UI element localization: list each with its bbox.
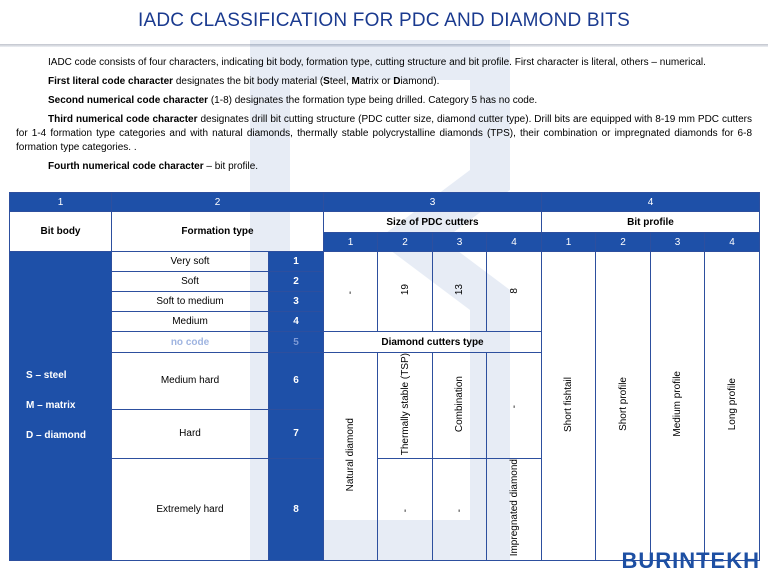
intro-p1-text: IADC code consists of four characters, indicating bit body, formation type, cutting structure and bit profile. First character is literal, others – numerical.: [48, 57, 706, 68]
iadc-table: [9, 192, 760, 561]
dash-text: -: [399, 508, 411, 512]
formation-name: no code: [112, 332, 269, 353]
group-header-row: [10, 212, 760, 233]
formation-name: Soft: [112, 272, 269, 292]
pdc-sub-4: 4: [487, 233, 542, 252]
profile-1-text: Short fishtail: [563, 376, 574, 432]
profile-medium: [651, 252, 705, 561]
formation-type-header: Formation type: [112, 212, 324, 252]
col-num-4: 4: [542, 193, 760, 212]
intro-p2-bold: First literal code character: [48, 76, 174, 87]
pdc-size-1: [324, 252, 378, 332]
profile-3-text: Medium profile: [672, 371, 683, 438]
pdc-size-header: Size of PDC cutters: [324, 212, 542, 233]
dash-text: -: [454, 508, 465, 512]
intro-p2-s: S: [323, 76, 330, 87]
profile-sub-3: 3: [651, 233, 705, 252]
intro-paragraph-2: [16, 75, 752, 89]
profile-4-text: Long profile: [726, 378, 738, 431]
bit-body-matrix: M – matrix: [26, 399, 76, 411]
profile-short: [596, 252, 651, 561]
formation-name: Soft to medium: [112, 292, 269, 312]
dash-cell: [487, 353, 542, 459]
diamond-cutters-header: Diamond cutters type: [324, 332, 542, 353]
intro-p3-bold: Second numerical code character: [48, 95, 209, 106]
intro-paragraph-3: [16, 94, 752, 108]
intro-p4-text: designates drill bit cutting structure (PDC cutter size, diamond cutter type). Drill bits are equipped with 8-19 mm PDC cutters for 1-4 formation type categories and with natural diamonds, thermally stable polycrystalline diamonds (TPS), their combination or impregnated diamonds for 6-8 formation type categories. .: [16, 114, 752, 153]
formation-code: 3: [269, 292, 324, 312]
intro-p5-bold: Fourth numerical code character: [48, 161, 204, 172]
intro-p3-text: (1-8) designates the formation type being drilled. Category 5 has no code.: [208, 95, 538, 106]
formation-name: Medium hard: [112, 353, 269, 410]
formation-name: Medium: [112, 312, 269, 332]
formation-name: Extremely hard: [112, 459, 269, 560]
dash-text: -: [508, 404, 520, 409]
impregnated-cell: [487, 459, 542, 560]
profile-2-text: Short profile: [617, 377, 629, 432]
formation-code: 1: [269, 252, 324, 272]
profile-sub-4: 4: [705, 233, 760, 252]
pdc-sub-3: 3: [433, 233, 487, 252]
bit-body-steel: S – steel: [26, 369, 67, 381]
profile-sub-1: 1: [542, 233, 596, 252]
col-num-1: 1: [10, 193, 112, 212]
tsp-cell: [378, 353, 433, 459]
bit-body-cell: [10, 252, 112, 561]
intro-paragraph-4: [16, 113, 752, 155]
pdc-sub-1: 1: [324, 233, 378, 252]
pdc-size-4: [487, 252, 542, 332]
intro-p5-text: – bit profile.: [203, 161, 259, 172]
natural-diamond-cell: [324, 353, 378, 561]
dash-cell: [378, 459, 433, 560]
pdc-size-3: [433, 252, 487, 332]
brand-logo: BURINTEKH: [621, 548, 760, 573]
formation-code: 6: [269, 353, 324, 410]
profile-long: [705, 252, 760, 561]
pdc-size-3-text: 13: [454, 284, 465, 296]
bit-profile-header: Bit profile: [542, 212, 760, 233]
combination-cell: [433, 353, 487, 459]
profile-sub-2: 2: [596, 233, 651, 252]
tsp-text: Thermally stable (TSP): [399, 353, 411, 456]
bit-body-header: Bit body: [10, 212, 112, 252]
pdc-sub-2: 2: [378, 233, 433, 252]
table-row: [10, 252, 760, 272]
intro-p2-text-e: iamond).: [400, 76, 440, 87]
intro-p2-text-a: designates the bit body material (: [173, 76, 324, 87]
formation-code: 7: [269, 409, 324, 459]
intro-p2-m: M: [351, 76, 360, 87]
formation-code: 8: [269, 459, 324, 560]
impregnated-text: Impregnated diamond: [508, 459, 520, 557]
pdc-size-4-text: 8: [508, 288, 520, 294]
intro-p2-d: D: [393, 76, 401, 87]
column-number-row: [10, 193, 760, 212]
intro-paragraph-5: [16, 160, 752, 174]
formation-name: Hard: [112, 409, 269, 459]
pdc-size-2: [378, 252, 433, 332]
profile-short-fishtail: [542, 252, 596, 561]
pdc-size-2-text: 19: [399, 284, 411, 296]
intro-p4-bold: Third numerical code character: [48, 114, 198, 125]
page-title: IADC CLASSIFICATION FOR PDC AND DIAMOND BITS: [138, 10, 630, 31]
dash-cell: [433, 459, 487, 560]
formation-code: 2: [269, 272, 324, 292]
col-num-2: 2: [112, 193, 324, 212]
formation-code: 4: [269, 312, 324, 332]
bit-body-diamond: D – diamond: [26, 429, 87, 441]
col-num-3: 3: [324, 193, 542, 212]
intro-text: [16, 56, 752, 179]
intro-paragraph-1: [16, 56, 752, 70]
intro-p2-text-c: atrix or: [359, 76, 394, 87]
pdc-size-1-text: -: [345, 290, 356, 294]
natural-diamond-text: Natural diamond: [345, 418, 356, 492]
formation-code: 5: [269, 332, 324, 353]
intro-p2-text-b: teel,: [329, 76, 352, 87]
formation-name: Very soft: [112, 252, 269, 272]
combination-text: Combination: [454, 376, 465, 433]
